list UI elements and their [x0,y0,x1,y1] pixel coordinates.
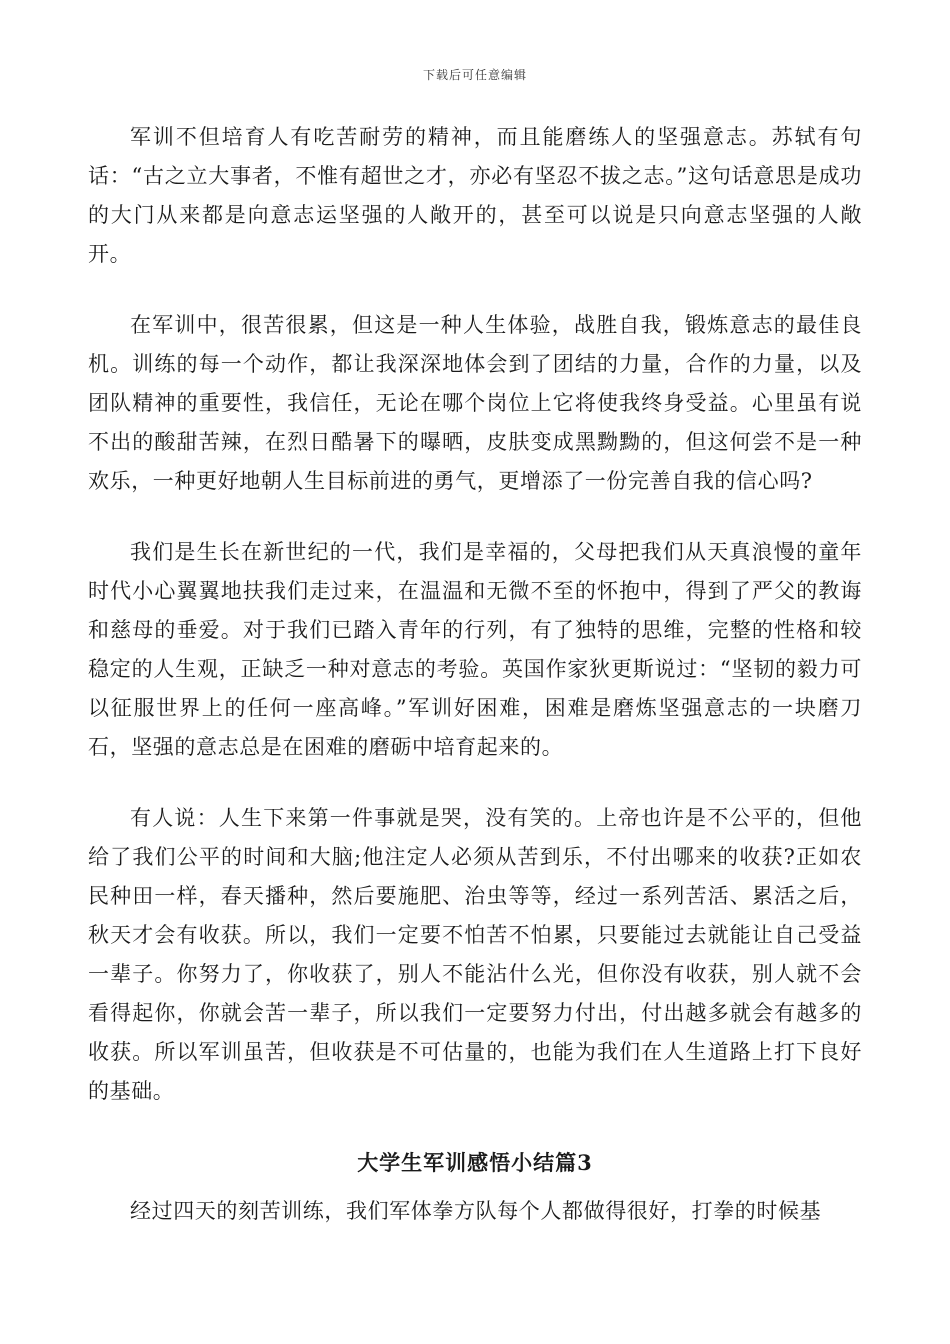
paragraph: 我们是生长在新世纪的一代，我们是幸福的，父母把我们从天真浪慢的童年时代小心翼翼地扶我们走过来，在温温和无微不至的怀抱中，得到了严父的教诲和慈母的垂爱。对于我们已踏入青年的行列，有了独特的思维，完整的性格和较稳定的人生观，正缺乏一种对意志的考验。英国作家狄更斯说过：“坚韧的毅力可以征服世界上的任何一座高峰。”军训好困难，困难是磨炼坚强意志的一块磨刀石，坚强的意志总是在困难的磨砺中培育起来的。 [88,540,862,759]
paragraph: 在军训中，很苦很累，但这是一种人生体验，战胜自我，锻炼意志的最佳良机。训练的每一个动作，都让我深深地体会到了团结的力量，合作的力量，以及团队精神的重要性，我信任，无论在哪个岗位上它将使我终身受益。心里虽有说不出的酸甜苦辣，在烈日酷暑下的曝晒，皮肤变成黑黝黝的，但这何尝不是一种欢乐，一种更好地朝人生目标前进的勇气，更增添了一份完善自我的信心吗? [88,313,862,493]
paragraph: 军训不但培育人有吃苦耐劳的精神，而且能磨练人的坚强意志。苏轼有句话：“古之立大事者，不惟有超世之才，亦必有坚忍不拔之志。”这句话意思是成功的大门从来都是向意志运坚强的人敞开的，甚至可以说是只向意志坚强的人敞开。 [88,125,862,266]
document-body [88,118,862,1263]
section-title: 大学生军训感悟小结篇3 [357,1150,593,1175]
header-note: 下载后可任意编辑 [422,68,527,82]
paragraph: 有人说：人生下来第一件事就是哭，没有笑的。上帝也许是不公平的，但他给了我们公平的时间和大脑;他注定人必须从苦到乐，不付出哪来的收获?正如农民种田一样，春天播种，然后要施肥、治虫等等，经过一系列苦活、累活之后，秋天才会有收获。所以，我们一定要不怕苦不怕累，只要能过去就能让自己受益一辈子。你努力了，你收获了，别人不能沾什么光，但你没有收获，别人就不会看得起你，你就会苦一辈子，所以我们一定要努力付出，付出越多就会有越多的收获。所以军训虽苦，但收获是不可估量的，也能为我们在人生道路上打下良好的基础。 [88,806,862,1103]
paragraph: 经过四天的刻苦训练，我们军体拳方队每个人都做得很好，打拳的时候基 [130,1199,822,1223]
